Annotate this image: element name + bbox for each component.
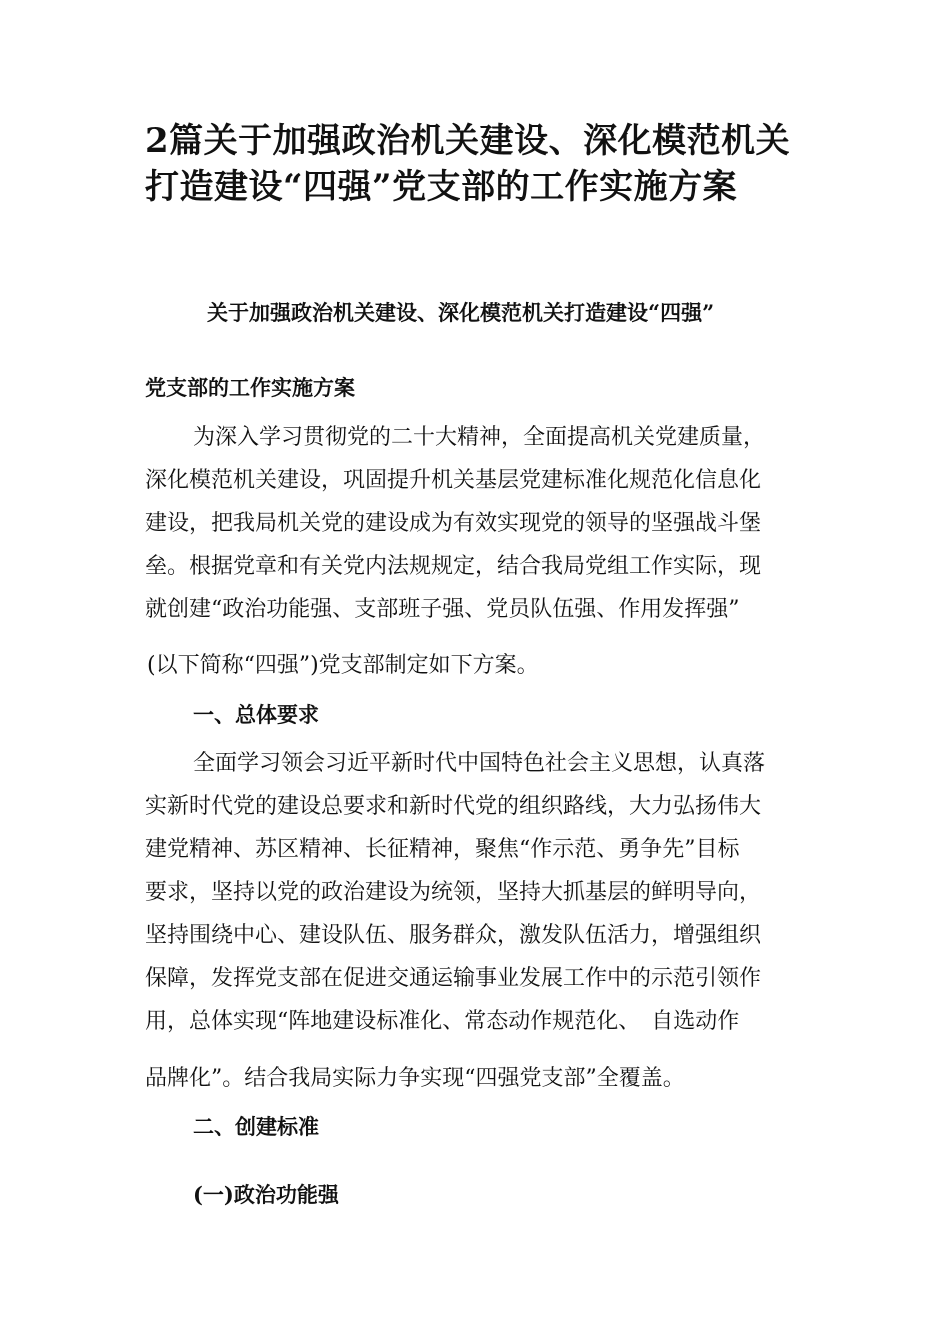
document-title (145, 118, 845, 210)
subtitle-line-2: 党支部的工作实施方案 (145, 375, 355, 400)
title-line-2: 打造建设“四强”党支部的工作实施方案 (145, 167, 738, 207)
section-1-line-1: 全面学习领会习近平新时代中国特色社会主义思想，认真落 (193, 751, 766, 776)
section-1-line-5: 坚持围绕中心、建设队伍、服务群众，激发队伍活力，增强组织 (145, 923, 762, 948)
intro-line-4: 垒。根据党章和有关党内法规规定，结合我局党组工作实际，现 (145, 554, 762, 579)
subtitle-line-1: 关于加强政治机关建设、深化模范机关打造建设“四强” (207, 300, 715, 325)
intro-line-1: 为深入学习贯彻党的二十大精神，全面提高机关党建质量， (193, 425, 766, 450)
section-1-line-8: 品牌化”。结合我局实际力争实现“四强党支部”全覆盖。 (145, 1066, 685, 1091)
section-1-line-7: 用，总体实现“阵地建设标准化、常态动作规范化、 自选动作 (145, 1009, 740, 1034)
section-1-line-6: 保障，发挥党支部在促进交通运输事业发展工作中的示范引领作 (145, 966, 762, 991)
section-1-line-4: 要求，坚持以党的政治建设为统领，坚持大抓基层的鲜明导向， (145, 880, 762, 905)
intro-line-6: (以下简称“四强”)党支部制定如下方案。 (147, 653, 539, 678)
section-2-subheading: (一)政治功能强 (193, 1182, 339, 1207)
section-1-heading: 一、总体要求 (193, 702, 319, 727)
title-line-1: 2篇关于加强政治机关建设、深化模范机关 (145, 121, 791, 161)
intro-line-2: 深化模范机关建设，巩固提升机关基层党建标准化规范化信息化 (145, 468, 762, 493)
section-2-heading: 二、创建标准 (193, 1114, 319, 1139)
intro-line-5: 就创建“政治功能强、支部班子强、党员队伍强、作用发挥强” (145, 597, 740, 622)
intro-line-3: 建设，把我局机关党的建设成为有效实现党的领导的坚强战斗堡 (145, 511, 762, 536)
section-1-line-3: 建党精神、苏区精神、长征精神，聚焦“作示范、勇争先”目标 (145, 837, 740, 862)
section-1-line-2: 实新时代党的建设总要求和新时代党的组织路线，大力弘扬伟大 (145, 794, 762, 819)
